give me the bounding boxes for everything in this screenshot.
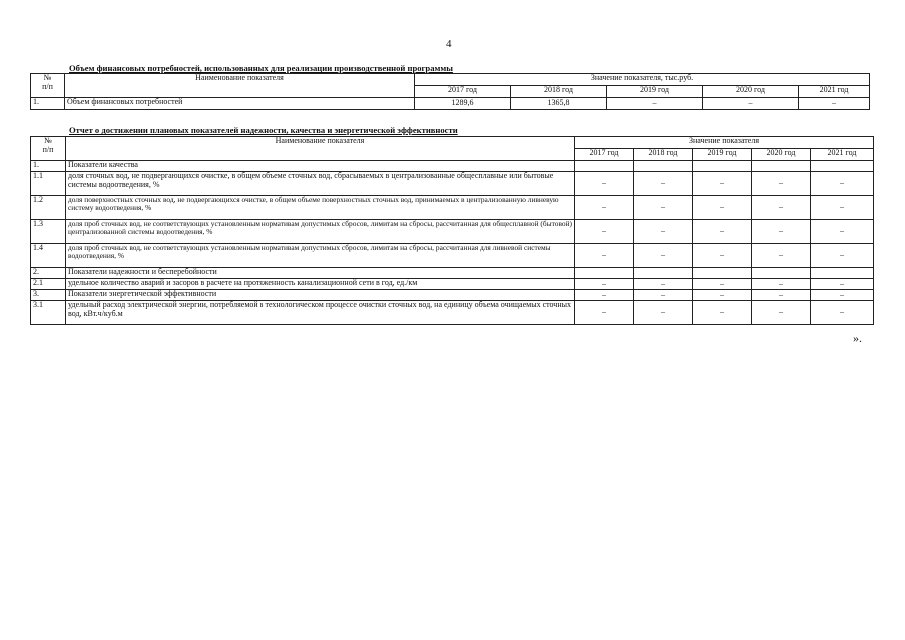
- indicator-value: –: [811, 301, 874, 325]
- table2-body: [31, 161, 874, 325]
- row-number: 3.1: [31, 301, 66, 325]
- table-row: [31, 98, 870, 110]
- indicator-value: –: [693, 301, 752, 325]
- indicator-value: [575, 268, 634, 279]
- table1-body: [31, 98, 870, 110]
- indicator-value: –: [607, 98, 703, 110]
- indicator-name: Показатели качества: [66, 161, 575, 172]
- indicator-value: –: [634, 244, 693, 268]
- table1-caption: Объем финансовых потребностей, использованных для реализации производственной программы: [69, 63, 453, 73]
- indicator-name: доля проб сточных вод, не соответствующих установленным нормативам допустимых сбросов, лимитам на сбросы, рассчитанная для ливневой системы водоотведения, %: [66, 244, 575, 268]
- indicator-value: [811, 268, 874, 279]
- year-header: 2018 год: [634, 149, 693, 161]
- table2-caption: Отчет о достижении плановых показателей надежности, качества и энергетической эффективности: [69, 125, 458, 135]
- indicators-report-table: [30, 136, 874, 325]
- indicator-value: –: [752, 172, 811, 196]
- row-number: 1.: [31, 98, 65, 110]
- indicator-value: [752, 268, 811, 279]
- indicator-value: –: [693, 172, 752, 196]
- indicator-value: –: [752, 301, 811, 325]
- financial-needs-table: [30, 73, 870, 110]
- table-row: [31, 220, 874, 244]
- indicator-value: –: [811, 196, 874, 220]
- indicator-value: –: [575, 290, 634, 301]
- indicator-value: –: [634, 301, 693, 325]
- row-number: 1.3: [31, 220, 66, 244]
- row-number: 2.1: [31, 279, 66, 290]
- closing-quote-mark: ».: [853, 331, 862, 345]
- indicator-value: –: [575, 244, 634, 268]
- indicator-value: [634, 268, 693, 279]
- indicator-value: –: [634, 279, 693, 290]
- row-number: 1.: [31, 161, 66, 172]
- indicator-value: –: [752, 244, 811, 268]
- table-row: [31, 279, 874, 290]
- col-value-header: Значение показателя: [575, 137, 874, 149]
- table-row: [31, 161, 874, 172]
- indicator-value: –: [703, 98, 799, 110]
- indicator-value: –: [634, 196, 693, 220]
- indicator-name: удельное количество аварий и засоров в расчете на протяженность канализационной сети в год, ед./км: [66, 279, 575, 290]
- indicator-name: доля сточных вод, не подвергающихся очистке, в общем объеме сточных вод, сбрасываемых в централизованные общесплавные или бытовые системы водоотведения, %: [66, 172, 575, 196]
- indicator-value: –: [811, 220, 874, 244]
- indicator-value: [693, 268, 752, 279]
- year-header: 2021 год: [799, 86, 870, 98]
- indicator-name: Объем финансовых потребностей: [65, 98, 415, 110]
- table-row: [31, 290, 874, 301]
- col-name-header: Наименование показателя: [65, 74, 415, 98]
- year-header: 2019 год: [693, 149, 752, 161]
- indicator-value: –: [752, 220, 811, 244]
- indicator-name: доля поверхностных сточных вод, не подвергающихся очистке, в общем объеме поверхностных сточных вод, принимаемых в централизованную ливневую систему водоотведения, %: [66, 196, 575, 220]
- indicator-value: –: [575, 172, 634, 196]
- year-header: 2020 год: [752, 149, 811, 161]
- table-row: [31, 244, 874, 268]
- indicator-name: Показатели энергетической эффективности: [66, 290, 575, 301]
- table-row: [31, 301, 874, 325]
- year-header: 2019 год: [607, 86, 703, 98]
- page-number: 4: [446, 38, 452, 50]
- row-number: 2.: [31, 268, 66, 279]
- indicator-value: –: [575, 279, 634, 290]
- indicator-value: –: [799, 98, 870, 110]
- indicator-value: –: [575, 301, 634, 325]
- indicator-value: –: [752, 279, 811, 290]
- year-header: 2018 год: [511, 86, 607, 98]
- indicator-name: удельный расход электрической энергии, потребляемой в технологическом процессе очистки сточных вод, на единицу объема очищаемых сточных вод, кВт.ч/куб.м: [66, 301, 575, 325]
- col-value-header: Значение показателя, тыс.руб.: [415, 74, 870, 86]
- indicator-value: –: [575, 220, 634, 244]
- table-row: [31, 268, 874, 279]
- row-number: 1.4: [31, 244, 66, 268]
- indicator-value: –: [693, 290, 752, 301]
- col-num-header: № п/п: [31, 74, 65, 98]
- indicator-value: –: [693, 244, 752, 268]
- row-number: 3.: [31, 290, 66, 301]
- indicator-value: –: [811, 279, 874, 290]
- indicator-value: –: [634, 290, 693, 301]
- indicator-value: –: [693, 279, 752, 290]
- row-number: 1.1: [31, 172, 66, 196]
- indicator-value: –: [811, 172, 874, 196]
- indicator-value: –: [752, 290, 811, 301]
- indicator-value: –: [811, 244, 874, 268]
- indicator-value: [811, 161, 874, 172]
- indicator-value: –: [575, 196, 634, 220]
- row-number: 1.2: [31, 196, 66, 220]
- indicator-value: [634, 161, 693, 172]
- table-row: [31, 172, 874, 196]
- indicator-value: –: [811, 290, 874, 301]
- indicator-value: –: [634, 172, 693, 196]
- indicator-value: –: [752, 196, 811, 220]
- indicator-value: –: [634, 220, 693, 244]
- col-num-header: № п/п: [31, 137, 66, 161]
- year-header: 2021 год: [811, 149, 874, 161]
- indicator-value: –: [693, 196, 752, 220]
- year-header: 2020 год: [703, 86, 799, 98]
- indicator-value: –: [693, 220, 752, 244]
- indicator-value: [575, 161, 634, 172]
- year-header: 2017 год: [575, 149, 634, 161]
- indicator-value: [752, 161, 811, 172]
- indicator-value: 1365,8: [511, 98, 607, 110]
- indicator-value: 1289,6: [415, 98, 511, 110]
- col-name-header: Наименование показателя: [66, 137, 575, 161]
- indicator-name: Показатели надежности и бесперебойности: [66, 268, 575, 279]
- indicator-name: доля проб сточных вод, не соответствующих установленным нормативам допустимых сбросов, лимитам на сбросы, рассчитанная для общесплавной (бытовой) централизованной системы водоотведения, %: [66, 220, 575, 244]
- indicator-value: [693, 161, 752, 172]
- year-header: 2017 год: [415, 86, 511, 98]
- table-row: [31, 196, 874, 220]
